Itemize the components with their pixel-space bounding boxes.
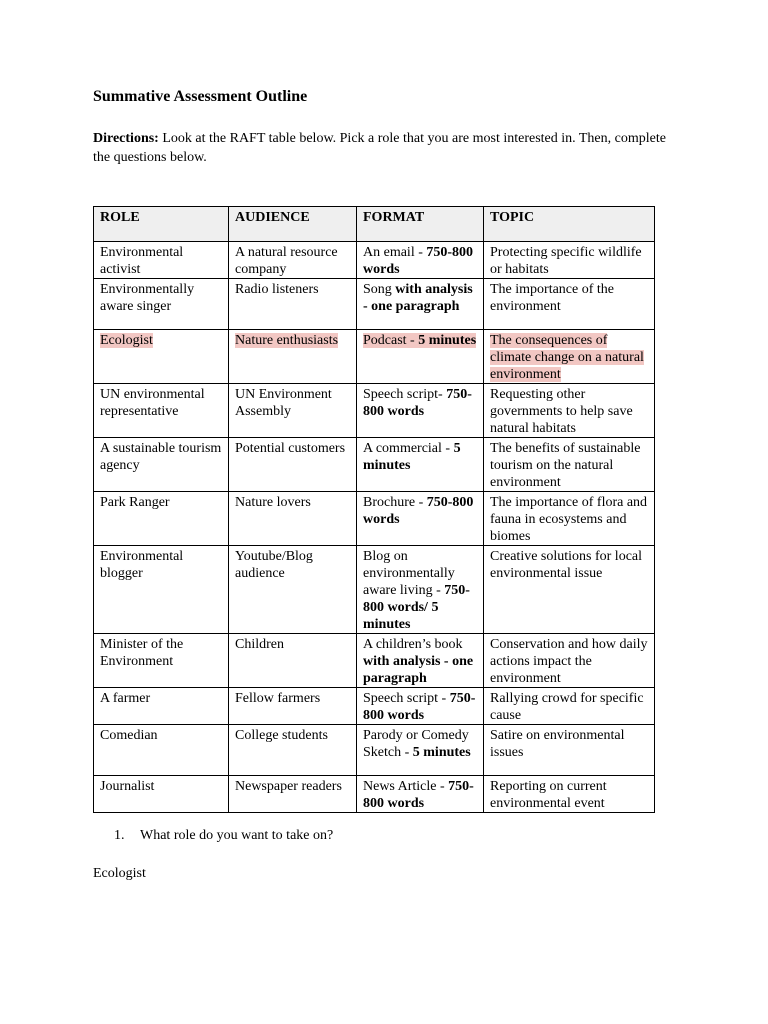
format-text: News Article - [363,779,449,794]
cell-topic [484,279,655,330]
question-number: 1. [114,828,125,843]
cell-format [357,725,484,776]
audience-text: A natural resource company [235,245,338,277]
cell-format [357,279,484,330]
table-header-row [94,207,655,242]
format-emphasis: with analysis - one paragraph [363,282,473,314]
role-text: Ecologist [100,333,153,348]
cell-format [357,688,484,725]
question-1 [114,828,333,844]
table-row [94,688,655,725]
format-emphasis: with analysis - one paragraph [363,654,474,686]
role-text: Minister of the Environment [100,637,184,669]
audience-text: Nature lovers [235,495,311,510]
format-emphasis: 5 minutes [412,745,471,760]
cell-topic [484,438,655,492]
format-text: Song [363,282,396,297]
topic-text: Satire on environmental issues [490,728,625,760]
directions-paragraph [93,129,683,167]
cell-role [94,634,229,688]
cell-topic [484,776,655,813]
cell-audience [229,438,357,492]
cell-audience [229,279,357,330]
cell-role [94,546,229,634]
audience-text: Fellow farmers [235,691,321,706]
cell-audience [229,634,357,688]
cell-role [94,725,229,776]
role-text: UN environmental representative [100,387,205,419]
format-text: A children’s book [363,637,463,652]
cell-audience [229,492,357,546]
cell-audience [229,384,357,438]
topic-text: The importance of flora and fauna in ecosystems and biomes [490,495,648,544]
topic-text: The benefits of sustainable tourism on the natural environment [490,441,641,490]
cell-audience [229,725,357,776]
format-emphasis: 750-800 words [363,779,474,811]
answer-text: Ecologist [93,866,146,881]
cell-format [357,438,484,492]
role-text: A farmer [100,691,151,706]
cell-role [94,776,229,813]
table-body [94,242,655,813]
role-text: Comedian [100,728,158,743]
cell-role [94,242,229,279]
format-text: Speech script- [363,387,447,402]
page-title: Summative Assessment Outline [93,88,308,105]
cell-format [357,776,484,813]
cell-format [357,492,484,546]
format-emphasis: 5 minutes [363,441,461,473]
header-role: ROLE [94,207,229,242]
cell-role [94,330,229,384]
topic-text: Creative solutions for local environmental issue [490,549,643,581]
format-text: A commercial - [363,441,454,456]
table-row [94,438,655,492]
role-text: Journalist [100,779,155,794]
table-row [94,330,655,384]
role-text: A sustainable tourism agency [100,441,222,473]
role-text: Environmental blogger [100,549,184,581]
directions-label: Directions: [93,131,159,146]
format-emphasis: 750-800 words/ 5 minutes [363,583,470,632]
cell-role [94,688,229,725]
cell-topic [484,725,655,776]
cell-topic [484,634,655,688]
format-emphasis: 750-800 words [363,245,474,277]
format-text: Brochure - [363,495,427,510]
cell-topic [484,242,655,279]
cell-format [357,384,484,438]
audience-text: Nature enthusiasts [235,333,339,348]
topic-text: Rallying crowd for specific cause [490,691,644,723]
cell-role [94,492,229,546]
cell-audience [229,242,357,279]
format-text: Speech script - [363,691,450,706]
header-format: FORMAT [357,207,484,242]
cell-role [94,279,229,330]
role-text: Park Ranger [100,495,170,510]
topic-text: Reporting on current environmental event [490,779,607,811]
cell-audience [229,688,357,725]
header-audience: AUDIENCE [229,207,357,242]
cell-topic [484,688,655,725]
table-row [94,492,655,546]
topic-text: Conservation and how daily actions impact the environment [490,637,648,686]
table-row [94,279,655,330]
audience-text: Potential customers [235,441,346,456]
topic-text: Requesting other governments to help save natural habitats [490,387,633,436]
table-row [94,546,655,634]
format-emphasis: 750-800 words [363,387,472,419]
audience-text: Youtube/Blog audience [235,549,313,581]
format-emphasis: 750-800 words [363,691,476,723]
question-text: What role do you want to take on? [140,828,334,843]
table-row [94,776,655,813]
header-topic: TOPIC [484,207,655,242]
audience-text: UN Environment Assembly [235,387,332,419]
table-row [94,634,655,688]
cell-format [357,242,484,279]
topic-text: The importance of the environment [490,282,615,314]
table-row [94,384,655,438]
role-text: Environmentally aware singer [100,282,195,314]
cell-audience [229,330,357,384]
cell-topic [484,330,655,384]
cell-format [357,546,484,634]
format-text: Blog on environmentally aware living - [363,549,455,598]
table-row [94,242,655,279]
role-text: Environmental activist [100,245,184,277]
format-text: Podcast - [363,333,419,348]
audience-text: College students [235,728,328,743]
cell-format [357,330,484,384]
directions-text: Look at the RAFT table below. Pick a role that you are most interested in. Then, complete the questions below. [93,131,666,165]
cell-role [94,384,229,438]
topic-text: Protecting specific wildlife or habitats [490,245,642,277]
format-text: Parody or Comedy Sketch - [363,728,469,760]
cell-format [357,634,484,688]
audience-text: Children [235,637,284,652]
table-row [94,725,655,776]
cell-audience [229,776,357,813]
cell-topic [484,384,655,438]
topic-text: The consequences of climate change on a natural environment [490,333,644,382]
cell-topic [484,546,655,634]
audience-text: Radio listeners [235,282,319,297]
format-emphasis: 5 minutes [418,333,477,348]
raft-table [93,206,655,813]
audience-text: Newspaper readers [235,779,342,794]
format-text: An email - [363,245,427,260]
cell-topic [484,492,655,546]
format-emphasis: 750-800 words [363,495,474,527]
cell-audience [229,546,357,634]
cell-role [94,438,229,492]
